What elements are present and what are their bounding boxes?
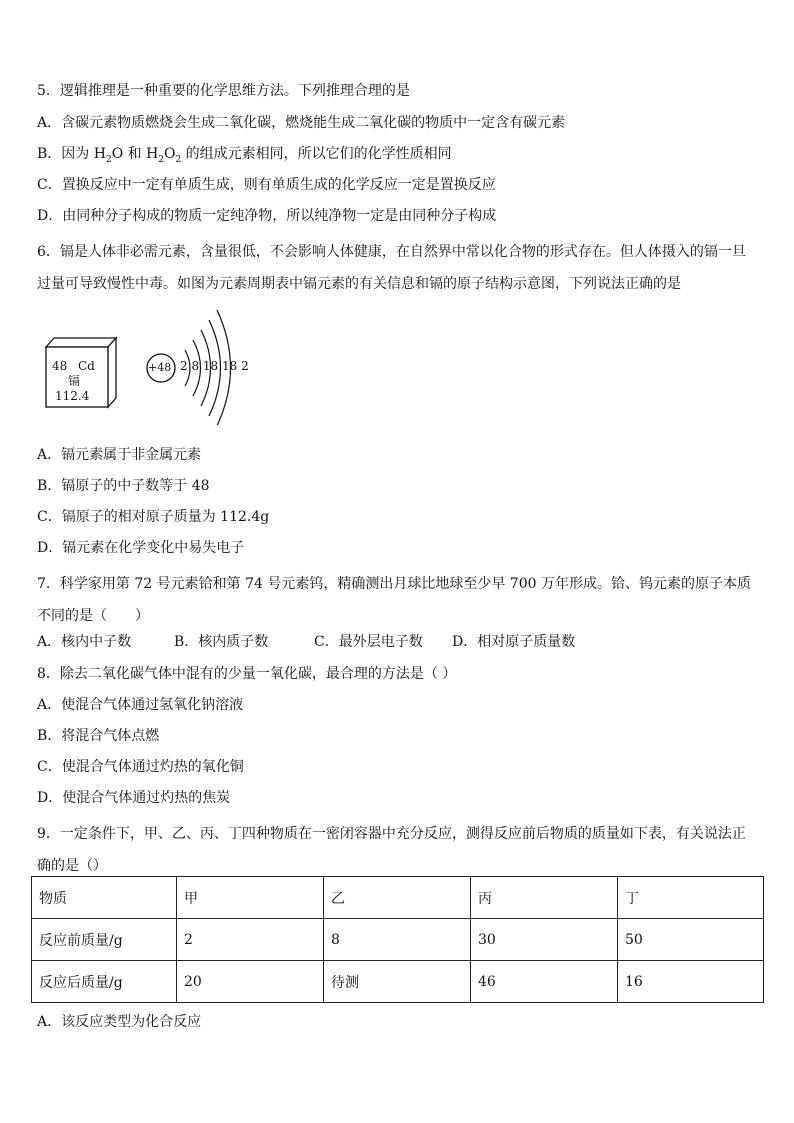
q5-option-b bbox=[37, 144, 452, 170]
atom-shells: 2 8 18 18 2 bbox=[180, 359, 249, 373]
atom-nucleus: +48 bbox=[148, 361, 172, 374]
q5-b-sub-1: 2 bbox=[105, 154, 112, 165]
q7-stem: 7．科学家用第 72 号元素铪和第 74 号元素钨，精确测出月球比地球至少早 700 万年形成。铪、钨元素的原子本质不同的是（ ） bbox=[37, 576, 751, 624]
q8-option-b: B．将混合气体点燃 bbox=[37, 728, 160, 744]
element-name: 镉 bbox=[68, 374, 81, 388]
q5-option-a: A．含碳元素物质燃烧会生成二氧化碳，燃烧能生成二氧化碳的物质中一定含有碳元素 bbox=[37, 115, 566, 131]
element-mass: 112.4 bbox=[55, 389, 90, 403]
q5-option-c: C．置换反应中一定有单质生成，则有单质生成的化学反应一定是置换反应 bbox=[37, 177, 496, 193]
mass-table bbox=[31, 876, 764, 1003]
cadmium-figure bbox=[40, 300, 270, 425]
q5-b-sub-2: 2 bbox=[158, 154, 165, 165]
q7-option-a: A．核内中子数 bbox=[37, 634, 132, 650]
table-header-row bbox=[32, 877, 764, 919]
q5-b-sub-3: 2 bbox=[175, 154, 182, 165]
q7-options bbox=[37, 632, 759, 652]
q8-stem: 8．除去二氧化碳气体中混有的少量一氧化碳，最合理的方法是（ ） bbox=[37, 666, 457, 682]
q6-option-a: A．镉元素属于非金属元素 bbox=[37, 447, 202, 463]
q8-option-c: C．使混合气体通过灼热的氧化铜 bbox=[37, 759, 244, 775]
table-cell: 30 bbox=[471, 919, 618, 961]
q9-stem: 9．一定条件下，甲、乙、丙、丁四种物质在一密闭容器中充分反应，测得反应前后物质的质量如下表，有关说法正确的是（） bbox=[37, 826, 746, 874]
q6-stem: 6．镉是人体非必需元素，含量很低，不会影响人体健康，在自然界中常以化合物的形式存在。但人体摄入的镉一旦过量可导致慢性中毒。如图为元素周期表中镉元素的有关信息和镉的原子结构示意图，下列说法正确的是 bbox=[37, 244, 746, 292]
q5-stem: 5．逻辑推理是一种重要的化学思维方法。下列推理合理的是 bbox=[37, 83, 410, 99]
q6-option-b: B．镉原子的中子数等于 48 bbox=[37, 478, 210, 494]
q5-b-text-3: O bbox=[164, 146, 176, 162]
q6-option-c: C．镉原子的相对原子质量为 112.4g bbox=[37, 509, 270, 525]
q9-option-a: A．该反应类型为化合反应 bbox=[37, 1014, 202, 1030]
q5-b-text-2: O 和 H bbox=[111, 146, 159, 162]
table-header-cell: 甲 bbox=[177, 877, 324, 919]
q7-option-b: B．核内质子数 bbox=[174, 634, 269, 650]
table-cell: 待测 bbox=[324, 961, 471, 1003]
q7-option-c: C．最外层电子数 bbox=[314, 634, 423, 650]
q5-option-d: D．由同种分子构成的物质一定纯净物，所以纯净物一定是由同种分子构成 bbox=[37, 208, 497, 224]
table-cell: 50 bbox=[618, 919, 764, 961]
table-cell: 反应后质量/g bbox=[32, 961, 177, 1003]
element-symbol: Cd bbox=[78, 359, 95, 373]
table-row bbox=[32, 919, 764, 961]
table-cell: 8 bbox=[324, 919, 471, 961]
table-cell: 2 bbox=[177, 919, 324, 961]
table-header-cell: 丁 bbox=[618, 877, 764, 919]
table-cell: 反应前质量/g bbox=[32, 919, 177, 961]
table-cell: 46 bbox=[471, 961, 618, 1003]
q5-b-text-1: B．因为 H bbox=[37, 146, 106, 162]
q5-b-text-4: 的组成元素相同，所以它们的化学性质相同 bbox=[181, 146, 452, 162]
q8-option-d: D．使混合气体通过灼热的焦炭 bbox=[37, 790, 231, 806]
q8-option-a: A．使混合气体通过氢氧化钠溶液 bbox=[37, 697, 244, 713]
element-number: 48 bbox=[52, 359, 68, 373]
table-cell: 16 bbox=[618, 961, 764, 1003]
table-header-cell: 乙 bbox=[324, 877, 471, 919]
table-header-cell: 物质 bbox=[32, 877, 177, 919]
q7-option-d: D．相对原子质量数 bbox=[452, 634, 576, 650]
table-cell: 20 bbox=[177, 961, 324, 1003]
table-header-cell: 丙 bbox=[471, 877, 618, 919]
q6-option-d: D．镉元素在化学变化中易失电子 bbox=[37, 540, 245, 556]
table-row bbox=[32, 961, 764, 1003]
